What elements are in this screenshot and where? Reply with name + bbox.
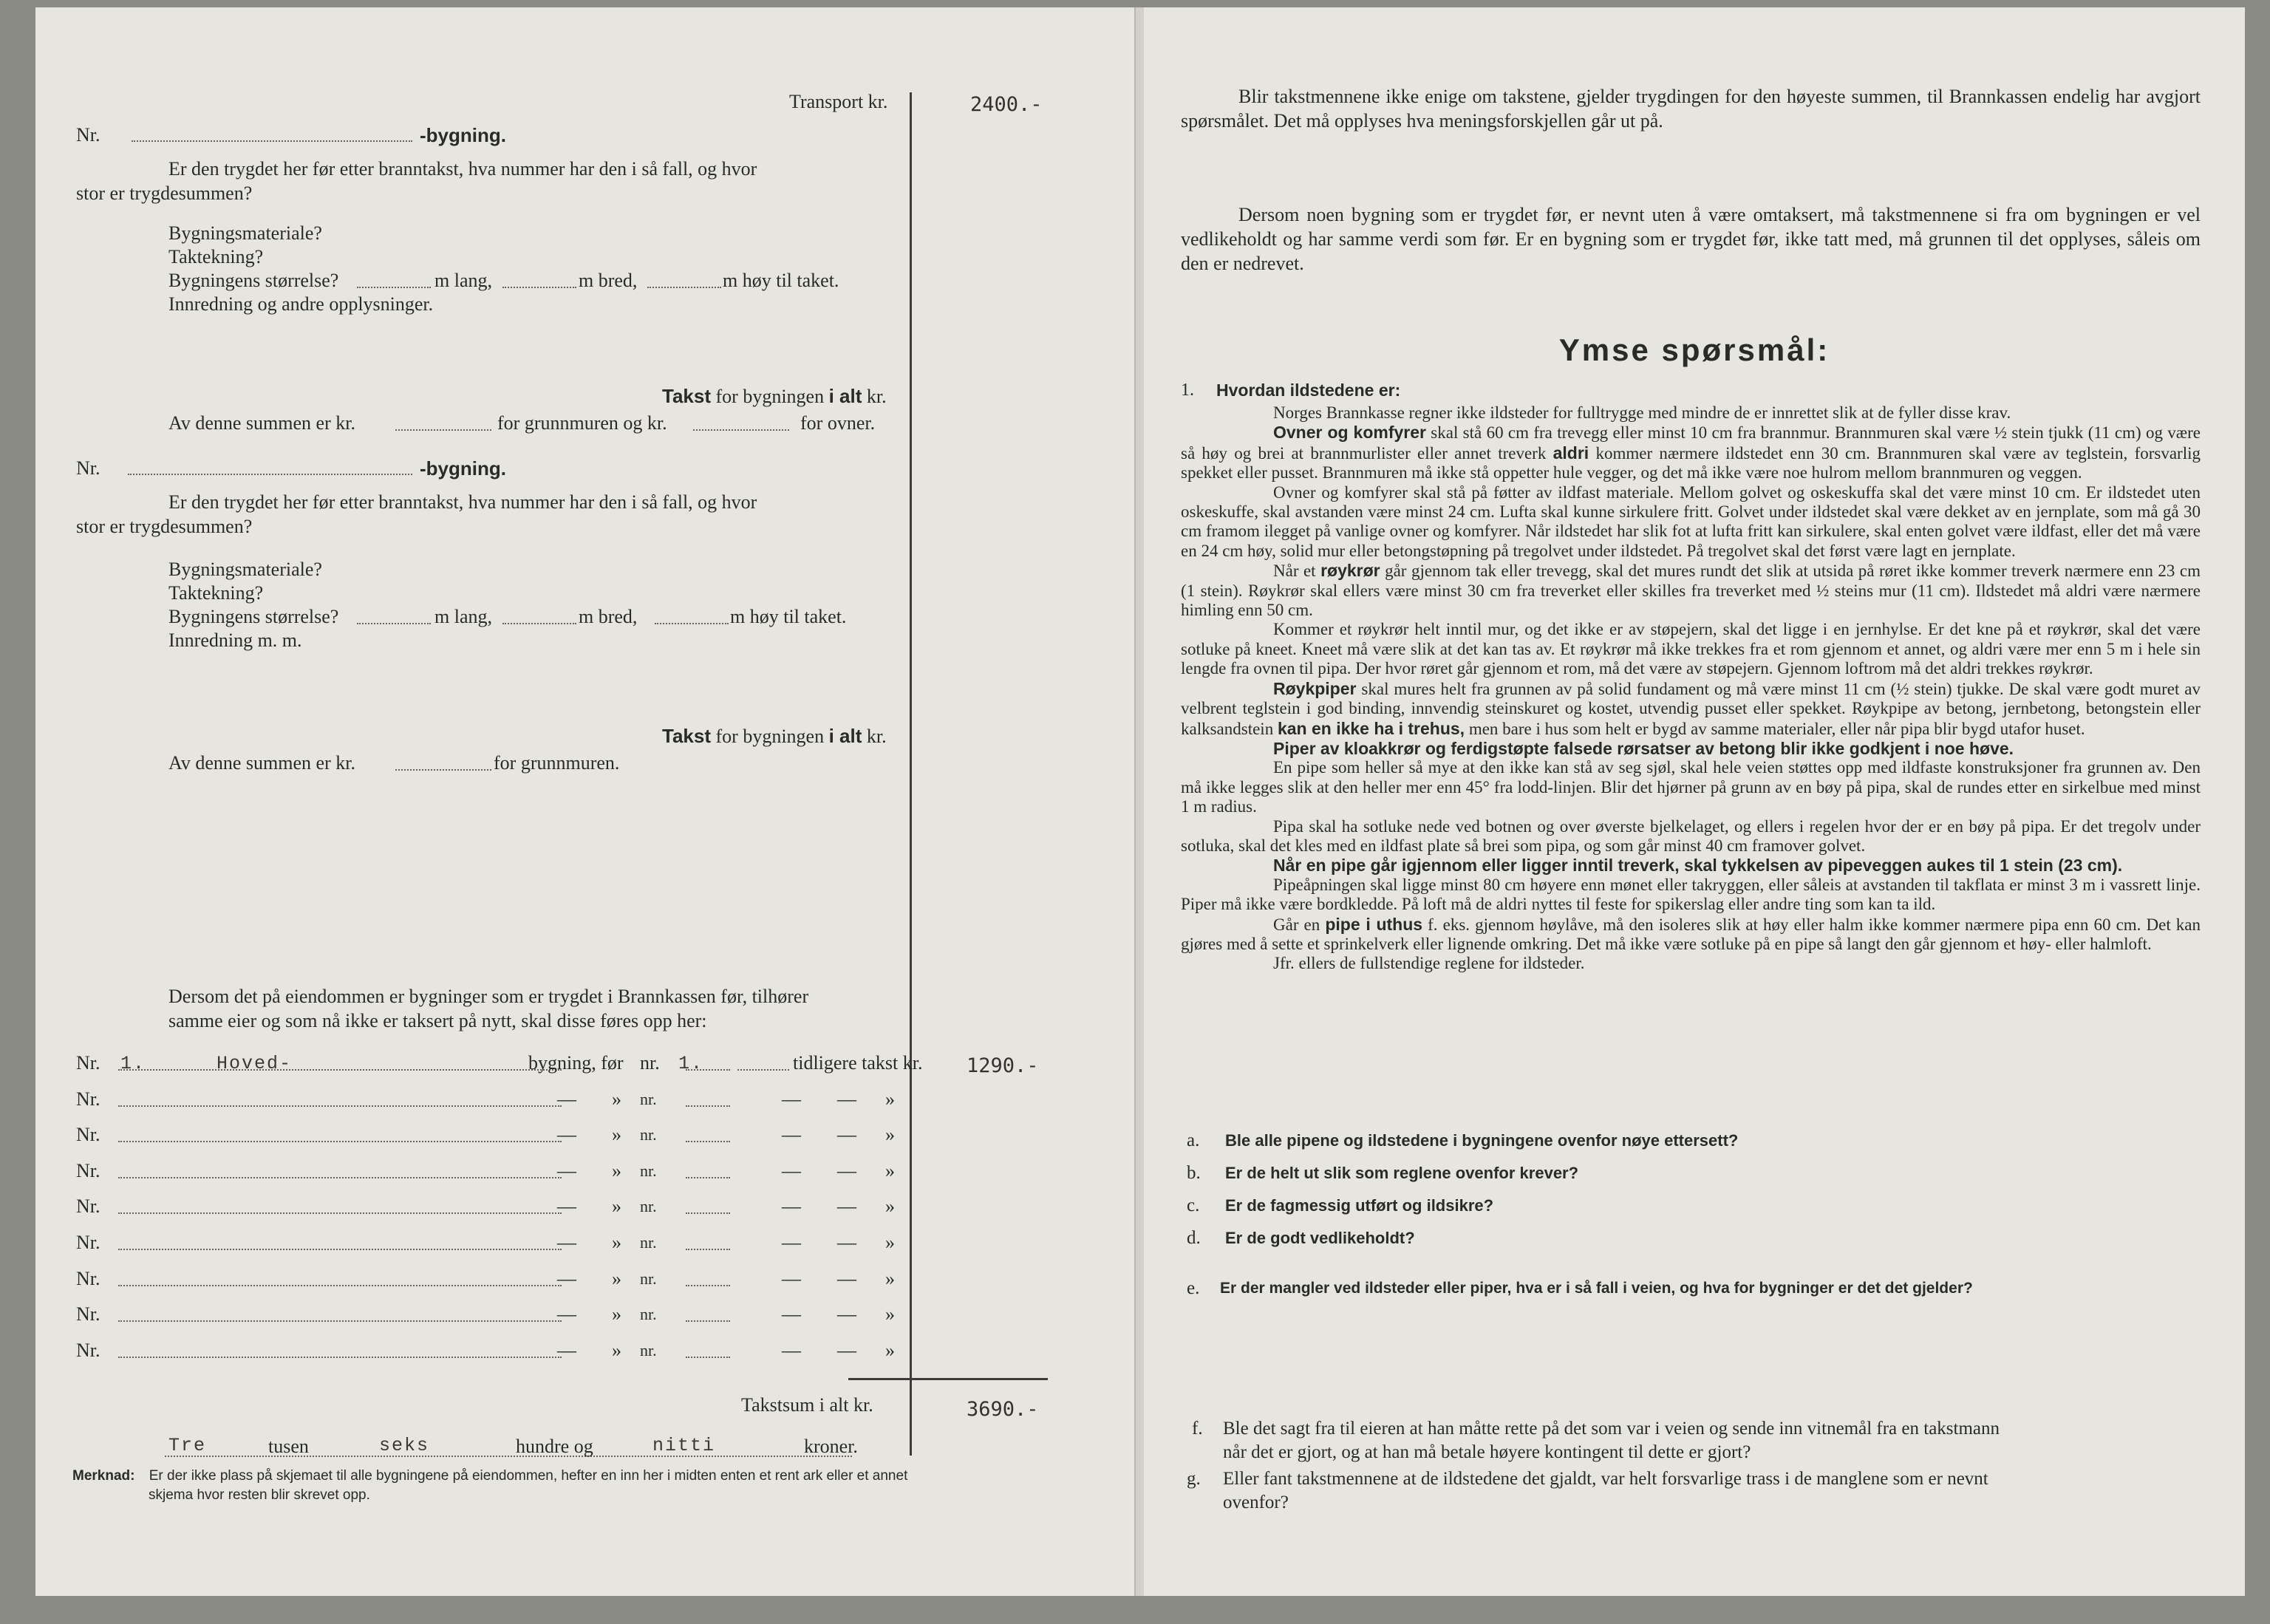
row-building-field-5[interactable] bbox=[118, 1212, 562, 1214]
row-dash-c-9: — bbox=[837, 1339, 856, 1361]
takst-line-1 bbox=[662, 384, 887, 409]
row-nr-1: nr. bbox=[640, 1052, 660, 1074]
transport-amount: 2400.- bbox=[970, 93, 1043, 116]
word-tens: nitti bbox=[652, 1435, 716, 1456]
merknad-text-1: Er der ikke plass på skjemaet til alle bygningene på eiendommen, hefter en inn her i midten enten et rent ark eller et annet bbox=[149, 1468, 908, 1484]
rule-apning: Pipeåpningen skal ligge minst 80 cm høyere enn mønet eller takryggen, eller såleis at avstanden til takflata er minst 3 m i vassrett linje. Piper må ikke være bordkledde. På loft må de aldri nyttes til feste for spikerslag eller andre ting som kan ta ild. bbox=[1181, 875, 2201, 914]
row-nr-5: nr. bbox=[640, 1197, 657, 1216]
row-ditto-b-7: » bbox=[885, 1267, 895, 1289]
nr-label-2: Nr. bbox=[76, 457, 100, 479]
takst-word-1: Takst bbox=[662, 385, 711, 407]
row-ditto-b-8: » bbox=[885, 1303, 895, 1326]
grunnmur-amount-field-1[interactable] bbox=[395, 429, 491, 431]
trygdet-question-2b: stor er trygdesummen? bbox=[76, 516, 253, 537]
row-ditto-a-2: » bbox=[612, 1088, 621, 1110]
row-nr-3: nr. bbox=[640, 1125, 657, 1144]
row-ditto-b-6: » bbox=[885, 1232, 895, 1253]
ymse-heading: Ymse spørsmål: bbox=[1558, 332, 1830, 367]
takst-end-2: kr. bbox=[862, 726, 887, 747]
row-dash-b-9: — bbox=[782, 1339, 801, 1361]
row-dash-c-3: — bbox=[837, 1124, 856, 1146]
m-bred-1: m bred, bbox=[579, 270, 638, 291]
rule-intro: Norges Brannkasse regner ikke ildsteder for fulltrygge med mindre de er innrettet slik at de fyller disse krav. bbox=[1273, 403, 2011, 422]
takst-word-2: Takst bbox=[662, 725, 711, 747]
merknad-label: Merknad: bbox=[72, 1468, 135, 1484]
taktekning-label-1: Taktekning? bbox=[168, 246, 264, 267]
question-a-letter: a. bbox=[1187, 1130, 1200, 1150]
row-dash-c-7: — bbox=[837, 1267, 856, 1289]
rule-tykkelse: Når en pipe går igjennom eller ligger inntil treverk, skal tykkelsen av pipeveggen aukes til 1 stein (23 cm). bbox=[1273, 856, 2123, 876]
takst-bold-2: i alt bbox=[828, 725, 862, 747]
rule-roykror bbox=[1181, 561, 2201, 620]
hoyde-field-2[interactable] bbox=[655, 623, 729, 624]
for-ovner: for ovner. bbox=[800, 412, 876, 434]
m-lang-2: m lang, bbox=[434, 606, 492, 627]
rule-stotte: En pipe som heller så mye at den ikke kan stå av seg sjøl, skal hele veien støttes opp med ildfaste konstruksjoner fra grunnen av. Den må ikke legges slik at den heller mer enn 45° fra lodd-linjen. Blir det hjørner på grunn av en bøy på pipa, skal de rundes etter en sirkelbue med minst 1 m radius. bbox=[1181, 758, 2201, 816]
row-nr-label-6: Nr. bbox=[76, 1232, 100, 1253]
takstsum-rule bbox=[848, 1378, 1048, 1380]
rule-roykpiper bbox=[1181, 679, 2201, 739]
row-dash-c-4: — bbox=[837, 1159, 856, 1181]
row-building-field-4[interactable] bbox=[118, 1177, 562, 1178]
nr-label-1: Nr. bbox=[76, 124, 100, 146]
for-grunnmuren: for grunnmuren. bbox=[494, 752, 620, 774]
trygdet-question-1a: Er den trygdet her før etter branntakst, hva nummer har den i så fall, og hvor bbox=[168, 158, 757, 180]
grunnmur-amount-field-2[interactable] bbox=[395, 769, 491, 771]
row-nr-2: nr. bbox=[640, 1089, 657, 1108]
rule-kloakk: Piper av kloakkrør og ferdigstøpte falsede rørsatser av betong blir ikke godkjent i noe høve. bbox=[1273, 738, 2014, 758]
rule-ovner-bold: Ovner og komfyrer bbox=[1273, 423, 1426, 443]
m-hoy-2: m høy til taket. bbox=[730, 606, 847, 627]
row-spacer-1 bbox=[737, 1069, 789, 1071]
q1-number: 1. bbox=[1181, 381, 1194, 400]
row-nr-8: nr. bbox=[640, 1305, 657, 1324]
rule-ovner-text2: kommer nærmere ildstedet enn 30 cm. Brannmuren skal være av teglstein, forsvarlig spekket eller pusset. Brannmuren må ikke stå oppetter hule vegger, og det må ikke være noe hulrom mellom brannmuren og veggen. bbox=[1181, 443, 2201, 482]
row-dash-a-8: — bbox=[557, 1303, 576, 1326]
row-nr-9: nr. bbox=[640, 1340, 657, 1359]
row-prev-nr-field-9[interactable] bbox=[686, 1357, 730, 1358]
row-ditto-b-4: » bbox=[885, 1159, 895, 1181]
row-dash-b-4: — bbox=[782, 1159, 801, 1181]
rule-uthus-pre: Går en bbox=[1273, 915, 1326, 934]
vedlikehold-paragraph: Dersom noen bygning som er trygdet før, er nevnt uten å være omtaksert, må takstmennene si fra om bygningen er vel vedlikeholdt og har samme verdi som før. Er en bygning som er trygdet før, ikke tatt med, må grunnen til det opplyses, såleis om den er nedrevet. bbox=[1181, 204, 2201, 274]
rule-roykpiper-text2: men bare i hus som helt er bygd av samme materialer, eller når pipa blir bygd utafor huset. bbox=[1465, 719, 2085, 738]
row-prev-nr-field-4[interactable] bbox=[686, 1177, 730, 1178]
question-d-letter: d. bbox=[1187, 1228, 1201, 1248]
question-f-letter: f. bbox=[1192, 1419, 1203, 1439]
row-nr-label-4: Nr. bbox=[76, 1159, 100, 1181]
rule-aldri: aldri bbox=[1552, 443, 1589, 463]
merknad-text-2: skjema hvor resten blir skrevet opp. bbox=[149, 1487, 370, 1503]
hoyde-field-1[interactable] bbox=[647, 287, 721, 288]
row-dash-a-9: — bbox=[557, 1339, 576, 1361]
dersom-text-2: samme eier og som nå ikke er taksert på nytt, skal disse føres opp her: bbox=[168, 1010, 707, 1031]
row-dash-c-2: — bbox=[837, 1088, 856, 1110]
rule-uthus-bold: pipe i uthus bbox=[1325, 914, 1423, 934]
row-dash-b-5: — bbox=[782, 1195, 801, 1218]
row-nr-label-8: Nr. bbox=[76, 1303, 100, 1326]
word-hundre-og: hundre og bbox=[516, 1436, 593, 1457]
row-ditto-b-2: » bbox=[885, 1088, 895, 1110]
row-ditto-b-3: » bbox=[885, 1124, 895, 1146]
row-dash-a-5: — bbox=[557, 1195, 576, 1218]
row-ditto-a-3: » bbox=[612, 1124, 621, 1146]
row-dash-a-3: — bbox=[557, 1124, 576, 1146]
for-grunnmuren-og: for grunnmuren og kr. bbox=[497, 412, 667, 434]
right-page bbox=[1144, 7, 2245, 1596]
row-dash-c-8: — bbox=[837, 1303, 856, 1326]
row-dash-a-4: — bbox=[557, 1159, 576, 1181]
storrelse-label-1: Bygningens størrelse? bbox=[168, 270, 339, 291]
question-e-letter: e. bbox=[1187, 1278, 1200, 1298]
disagreement-paragraph: Blir takstmennene ikke enige om takstene, gjelder trygdingen for den høyeste summen, til Brannkassen endelig har avgjort spørsmålet. Det må opplyses hva meningsforskjellen går ut på. bbox=[1181, 86, 2201, 132]
q1-title: Hvordan ildstedene er: bbox=[1216, 381, 1401, 400]
takst-bold-1: i alt bbox=[828, 385, 862, 407]
row-prev-nr-1: 1. bbox=[678, 1053, 704, 1074]
row-ditto-a-5: » bbox=[612, 1195, 621, 1218]
row-number-1: 1. bbox=[120, 1053, 146, 1074]
row-dash-b-2: — bbox=[782, 1088, 801, 1110]
trygdet-question-2a: Er den trygdet her før etter branntakst, hva nummer har den i så fall, og hvor bbox=[168, 491, 757, 513]
question-b: Er de helt ut slik som reglene ovenfor krever? bbox=[1225, 1164, 1579, 1182]
transport-label: Transport kr. bbox=[789, 91, 888, 112]
row-ditto-a-6: » bbox=[612, 1232, 621, 1253]
row-amount-1: 1290.- bbox=[967, 1054, 1039, 1077]
m-bred-2: m bred, bbox=[579, 606, 638, 627]
row-dash-a-2: — bbox=[557, 1088, 576, 1110]
rule-roykror-text: går gjennom tak eller trevegg, skal det mures rundt det slik at utsida på røret ikke kommer treverk nærmere enn 23 cm (1 stein). Røykrør skal ellers være minst 30 cm fra treverket eller skilles fra treverket med ½ steins mur (11 cm). Ildstedet må aldri være nærmere himling enn 50 cm. bbox=[1181, 562, 2201, 620]
innredning-label-2: Innredning m. m. bbox=[168, 630, 302, 651]
rule-jfr: Jfr. ellers de fullstendige reglene for ildsteder. bbox=[1273, 954, 1585, 973]
row-building-field-1[interactable] bbox=[118, 1069, 562, 1071]
row-building-field-3[interactable] bbox=[118, 1141, 562, 1142]
row-dash-a-6: — bbox=[557, 1232, 576, 1253]
materiale-label-2: Bygningsmateriale? bbox=[168, 559, 322, 580]
takstsum-amount: 3690.- bbox=[967, 1398, 1039, 1421]
rule-roykror-bold: røykrør bbox=[1320, 561, 1380, 581]
question-e: Er der mangler ved ildsteder eller piper, hva er i så fall i veien, og hva for bygninger er det det gjelder? bbox=[1220, 1280, 1973, 1297]
rule-kne: Kommer et røykrør helt inntil mur, og det ikke er av støpejern, skal det ligge i en jernhylse. Er det kne på et røykrør, skal det være sotluke på kneet. Kneet må være slik at det kan tas av. Et røykrør må ikke trekkes fra et rom gjennom et annet, og aldri være mer enn 5 m i hele sin lengde fra ovnen til pipa. Der hvor røret går gjennom et rom, må det være av støpejern. Gjennom loftrom må det aldri trekkes røykrør. bbox=[1181, 620, 2201, 678]
word-hundreds: seks bbox=[379, 1435, 430, 1456]
row-nr-label-7: Nr. bbox=[76, 1267, 100, 1289]
row-nr-label-2: Nr. bbox=[76, 1088, 100, 1110]
row-building-field-6[interactable] bbox=[118, 1249, 562, 1250]
row-prev-nr-field-7[interactable] bbox=[686, 1285, 730, 1286]
row-prev-nr-field-8[interactable] bbox=[686, 1320, 730, 1322]
ildsted-rules bbox=[1181, 403, 2201, 974]
amount-column-divider bbox=[910, 92, 912, 1456]
av-denne-label-2: Av denne summen er kr. bbox=[168, 752, 355, 774]
rule-ovner bbox=[1181, 423, 2201, 482]
row-building-field-8[interactable] bbox=[118, 1320, 562, 1322]
taktekning-label-2: Taktekning? bbox=[168, 582, 264, 604]
rule-roykpiper-text: skal mures helt fra grunnen av på solid fundament og må være minst 11 cm (½ stein) tjukke. De skal være godt muret av velbrent teglstein i god binding, innvendig steinskuret og kostet, utvendig pusset eller spekket. Røykpipe av betong, jernbetong, betongstein eller kalksandstein bbox=[1181, 679, 2201, 738]
innredning-label-1: Innredning og andre opplysninger. bbox=[168, 293, 434, 315]
row-bygning-for-1: bygning, før bbox=[528, 1052, 624, 1074]
row-ditto-b-5: » bbox=[885, 1195, 895, 1218]
takstsum-label: Takstsum i alt kr. bbox=[741, 1394, 873, 1416]
row-dash-b-6: — bbox=[782, 1232, 801, 1253]
rule-fotter: Ovner og komfyrer skal stå på føtter av ildfast materiale. Mellom golvet og oskeskuffa skal det være minst 10 cm. Er ildstedet uten oskeskuffe, skal avstanden være minst 24 cm. Lufta skal kunne sirkulere fritt. Golvet under ildstedet skal være dekket av en jernplate, som må gå 30 cm framom ilegget på vanlige ovner og komfyrer. Når ildstedet har slik fot at lufta fritt kan sirkulere, skal enten golvet være ildfast, eller det må være en 24 cm høy, solid mur eller betongstøpning på tregolvet under ildstedet. På tregolvet skal det først være lagt en jernplate. bbox=[1181, 482, 2201, 560]
question-d: Er de godt vedlikeholdt? bbox=[1225, 1229, 1415, 1247]
question-c: Er de fagmessig utført og ildsikre? bbox=[1225, 1196, 1494, 1215]
row-ditto-b-9: » bbox=[885, 1339, 895, 1361]
row-nr-label-9: Nr. bbox=[76, 1339, 100, 1361]
row-nr-4: nr. bbox=[640, 1161, 657, 1180]
row-prev-nr-field-3[interactable] bbox=[686, 1141, 730, 1142]
row-ditto-a-8: » bbox=[612, 1303, 621, 1326]
takst-mid-1: for bygningen bbox=[711, 386, 829, 407]
lengde-field-1[interactable] bbox=[357, 287, 431, 288]
row-tidligere-1: tidligere takst kr. bbox=[793, 1052, 923, 1074]
rule-trehus-bold: kan en ikke ha i trehus, bbox=[1277, 718, 1465, 738]
bygning-label-1: -bygning. bbox=[420, 124, 506, 146]
bredde-field-1[interactable] bbox=[502, 287, 576, 288]
lengde-field-2[interactable] bbox=[357, 623, 431, 624]
row-building-name-1: Hoved- bbox=[217, 1053, 293, 1074]
nr-field-2[interactable] bbox=[128, 474, 412, 475]
ovner-amount-field[interactable] bbox=[693, 429, 789, 431]
row-ditto-a-7: » bbox=[612, 1267, 621, 1289]
question-b-letter: b. bbox=[1187, 1163, 1201, 1183]
rule-roykpiper-bold: Røykpiper bbox=[1273, 678, 1357, 698]
takst-end-1: kr. bbox=[862, 386, 887, 407]
m-hoy-1: m høy til taket. bbox=[723, 270, 839, 291]
row-building-field-7[interactable] bbox=[118, 1285, 562, 1286]
rule-sotluke: Pipa skal ha sotluke nede ved botnen og over øverste bjelkelaget, og ellers i regelen hvor der er en bøy på pipa. Er det tregolv under sotluka, skal det kles med en ildfast plate så brei som pipa, og som går minst 40 cm framover golvet. bbox=[1181, 816, 2201, 855]
trygdet-question-1b: stor er trygdesummen? bbox=[76, 182, 253, 204]
question-g-letter: g. bbox=[1187, 1469, 1201, 1489]
storrelse-label-2: Bygningens størrelse? bbox=[168, 606, 339, 627]
materiale-label-1: Bygningsmateriale? bbox=[168, 222, 322, 244]
word-tusen: tusen bbox=[268, 1436, 309, 1457]
row-nr-label-1: Nr. bbox=[76, 1052, 100, 1074]
m-lang-1: m lang, bbox=[434, 270, 492, 291]
row-nr-label-3: Nr. bbox=[76, 1124, 100, 1146]
left-page bbox=[35, 7, 1134, 1596]
question-f-2: når det er gjort, og at han må betale høyere kontingent til dette er gjort? bbox=[1223, 1442, 1751, 1462]
row-ditto-a-9: » bbox=[612, 1339, 621, 1361]
bredde-field-2[interactable] bbox=[502, 623, 576, 624]
row-dash-b-3: — bbox=[782, 1124, 801, 1146]
rule-ovner-text: skal stå 60 cm fra trevegg eller minst 10 cm fra brannmur. Brannmuren skal være ½ stein tjukk (11 cm) og være så høy og brei at brannmurlister eller annet treverk bbox=[1181, 423, 2201, 463]
question-c-letter: c. bbox=[1187, 1195, 1200, 1215]
nr-field-1[interactable] bbox=[132, 140, 412, 142]
row-building-field-9[interactable] bbox=[118, 1357, 562, 1358]
rule-uthus bbox=[1181, 915, 2201, 955]
av-denne-label-1: Av denne summen er kr. bbox=[168, 412, 355, 434]
row-ditto-a-4: » bbox=[612, 1159, 621, 1181]
merknad-note bbox=[72, 1467, 1107, 1505]
question-f-1: Ble det sagt fra til eieren at han måtte rette på det som var i veien og sende inn vitnemål fra en takstmann bbox=[1223, 1419, 2000, 1439]
rule-uthus-text: f. eks. gjennom høylåve, må den isoleres slik at høy eller halm ikke kommer nærmere pipa enn 60 cm. Det kan gjøres med å sette et sprinkelverk eller lignende omkring. Det må ikke være sotluke på en pipe så langt den går gjennom et høy- eller halmloft. bbox=[1181, 915, 2201, 953]
row-building-field-2[interactable] bbox=[118, 1105, 562, 1107]
row-dash-c-5: — bbox=[837, 1195, 856, 1218]
rule-roykror-pre: Når et bbox=[1273, 562, 1321, 581]
row-nr-7: nr. bbox=[640, 1269, 657, 1288]
row-dash-a-7: — bbox=[557, 1267, 576, 1289]
question-g-1: Eller fant takstmennene at de ildstedene det gjaldt, var helt forsvarlige trass i de manglene som er nevnt bbox=[1223, 1469, 1988, 1489]
row-prev-nr-field-6[interactable] bbox=[686, 1249, 730, 1250]
word-kroner: kroner. bbox=[804, 1436, 858, 1457]
row-dash-c-6: — bbox=[837, 1232, 856, 1253]
dersom-text-1: Dersom det på eiendommen er bygninger som er trygdet i Brannkassen før, tilhører bbox=[168, 986, 809, 1007]
bygning-label-2: -bygning. bbox=[420, 457, 506, 480]
question-g-2: ovenfor? bbox=[1223, 1492, 1289, 1512]
row-prev-nr-field-2[interactable] bbox=[686, 1105, 730, 1107]
takst-line-2 bbox=[662, 724, 887, 748]
takst-mid-2: for bygningen bbox=[711, 726, 829, 747]
row-dash-b-8: — bbox=[782, 1303, 801, 1326]
row-dash-b-7: — bbox=[782, 1267, 801, 1289]
row-nr-label-5: Nr. bbox=[76, 1195, 100, 1218]
question-a: Ble alle pipene og ildstedene i bygningene ovenfor nøye ettersett? bbox=[1225, 1131, 1739, 1150]
row-prev-nr-field-5[interactable] bbox=[686, 1212, 730, 1214]
row-nr-6: nr. bbox=[640, 1233, 657, 1252]
word-thousands: Tre bbox=[168, 1435, 207, 1456]
